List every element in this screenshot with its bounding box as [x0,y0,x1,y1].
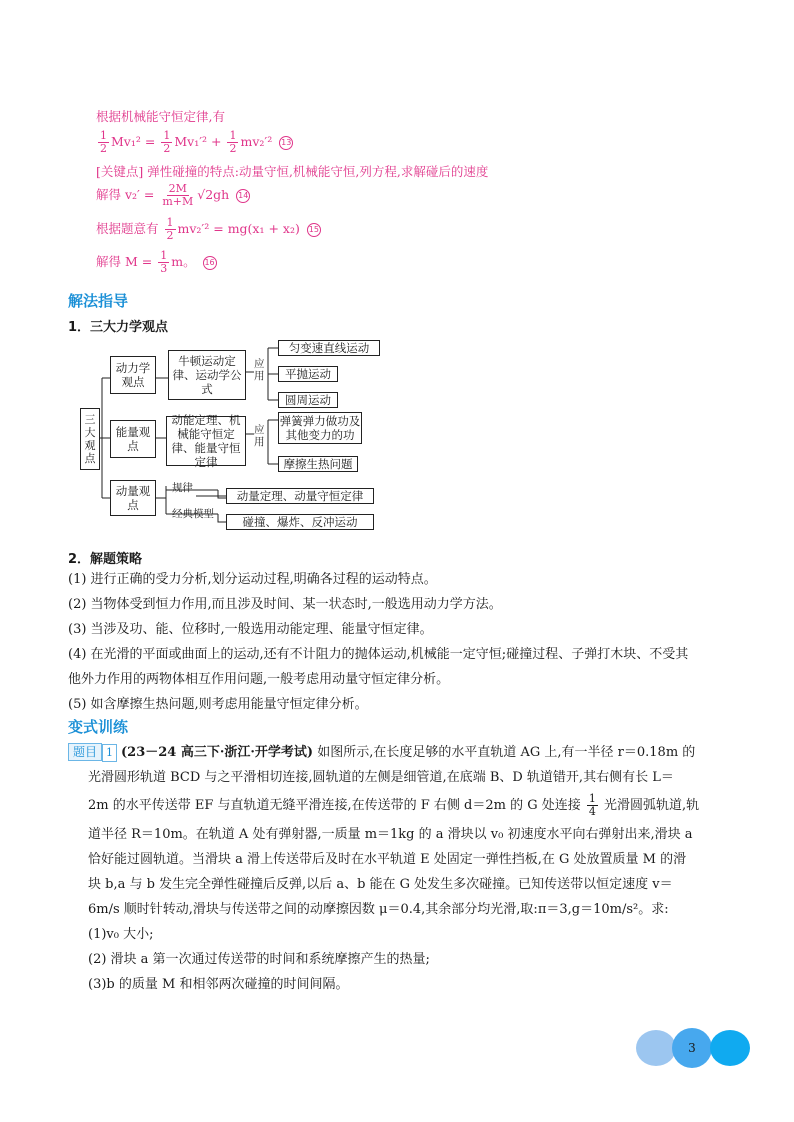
problem-text-line: 光滑圆形轨道 BCD 与之平滑相切连接,圆轨道的左侧是细管道,在底端 B、D 轨道错开,其右侧有长 L＝ [88,770,674,785]
problem-text-line: 6m/s 顺时针转动,滑块与传送带之间的动摩擦因数 μ＝0.4,其余部分均光滑,取:π＝3,g＝10m/s²。求: [88,902,669,917]
badge-circle-right [710,1030,750,1066]
problem-number: 1 [102,744,117,762]
node-dynamics-law: 牛顿运动定律、运动学公式 [168,350,246,400]
diagram-root: 三大观点 [80,408,100,470]
equation-number-14: 14 [236,189,250,203]
apply-label-1: 应用 [254,358,265,382]
quarter-fraction: $\frac{1}{4}$ [588,792,596,818]
problem-text-line: 恰好能过圆轨道。当滑块 a 滑上传送带后及时在水平轨道 E 处固定一弹性挡板,在 G 处放置质量 M 的滑 [88,852,687,867]
question-3: (3)b 的质量 M 和相邻两次碰撞的时间间隔。 [88,977,349,992]
problem-text-line: 如图所示,在长度足够的水平直轨道 AG 上,有一半径 r＝0.18m 的 [317,745,696,760]
problem-body [88,765,748,997]
equation-14: 解得 v₂′ = $\frac{2M}{m+M}$ √2gh 14 [96,182,249,208]
strategy-item: (4) 在光滑的平面或曲面上的运动,还有不计阻力的抛体运动,机械能一定守恒;碰撞过程、子弹打木块、不受其 [68,647,689,662]
node-energy-law: 动能定理、机械能守恒定律、能量守恒定律 [166,416,246,466]
question-1: (1)v₀ 大小; [88,927,154,942]
model-label: 经典模型 [172,508,214,520]
page-number-badge [636,1028,756,1068]
energy-app-2: 摩擦生热问题 [278,456,358,472]
question-2: (2) 滑块 a 第一次通过传送带的时间和系统摩擦产生的热量; [88,952,430,967]
problem-text-line: 2m 的水平传送带 EF 与直轨道无缝平滑连接,在传送带的 F 右侧 d＝2m 的 G 处连接 $\frac{1}{4}$ 光滑圆弧轨道,轨 [88,792,700,818]
strategy-item: (3) 当涉及功、能、位移时,一般选用动能定理、能量守恒定律。 [68,622,433,637]
equation-number-15: 15 [307,223,321,237]
strategy-list [68,567,748,717]
problem-text-line: 道半径 R＝10m。在轨道 A 处有弹射器,一质量 m＝1kg 的 a 滑块以 v₀ 初速度水平向右弹射出来,滑块 a [88,827,693,842]
strategy-item: (5) 如含摩擦生热问题,则考虑用能量守恒定律分析。 [68,697,368,712]
badge-circle-left [636,1030,676,1066]
energy-app-1: 弹簧弹力做功及其他变力的功 [279,414,361,442]
key-point: [关键点] 弹性碰撞的特点:动量守恒,机械能守恒,列方程,求解碰后的速度 [96,164,489,179]
three-views-diagram [78,338,388,538]
dyn-app-3: 圆周运动 [278,392,338,408]
equation-16: 解得 M = $\frac{1}{3}$ m。 16 [96,249,215,275]
node-momentum: 动量观点 [110,480,156,516]
node-dynamics: 动力学观点 [110,356,156,394]
problem-first-line [68,740,748,765]
rule-label: 规律 [172,482,193,494]
node-energy: 能量观点 [110,420,156,458]
solution-line-1: 根据机械能守恒定律,有 [96,109,225,124]
practice-heading: 变式训练 [68,718,129,736]
mom-app-1: 动量定理、动量守恒定律 [226,488,374,504]
equation-number-13: 13 [279,136,293,150]
problem-source: (23－24 高三下·浙江·开学考试) [121,745,314,760]
subheading-strategy: 2．解题策略 [68,552,143,567]
problem-text-line: 块 b,a 与 b 发生完全弹性碰撞后反弹,以后 a、b 能在 G 处发生多次碰撞。已知传送带以恒定速度 v＝ [88,877,673,892]
dyn-app-1: 匀变速直线运动 [278,340,380,356]
strategy-item: 他外力作用的两物体相互作用问题,一般考虑用动量守恒定律分析。 [68,672,450,687]
apply-label-2: 应用 [254,424,265,448]
subheading-three-views: 1．三大力学观点 [68,320,169,335]
dyn-app-2: 平抛运动 [278,366,338,382]
mom-app-2: 碰撞、爆炸、反冲运动 [226,514,374,530]
page-number: 3 [688,1041,696,1055]
strategy-item: (1) 进行正确的受力分析,划分运动过程,明确各过程的运动特点。 [68,572,437,587]
equation-number-16: 16 [203,256,217,270]
equation-13: $\frac{1}{2}$ Mv₁² = $\frac{1}{2}$ Mv₁′² + $\frac{1}{2}$ mv₂′² 13 [100,129,292,155]
problem-tag: 题目 [68,743,102,761]
equation-15: 根据题意有 $\frac{1}{2}$ mv₂′² = mg(x₁ + x₂) 15 [96,216,319,242]
method-heading: 解法指导 [68,292,129,310]
strategy-item: (2) 当物体受到恒力作用,而且涉及时间、某一状态时,一般选用动力学方法。 [68,597,502,612]
